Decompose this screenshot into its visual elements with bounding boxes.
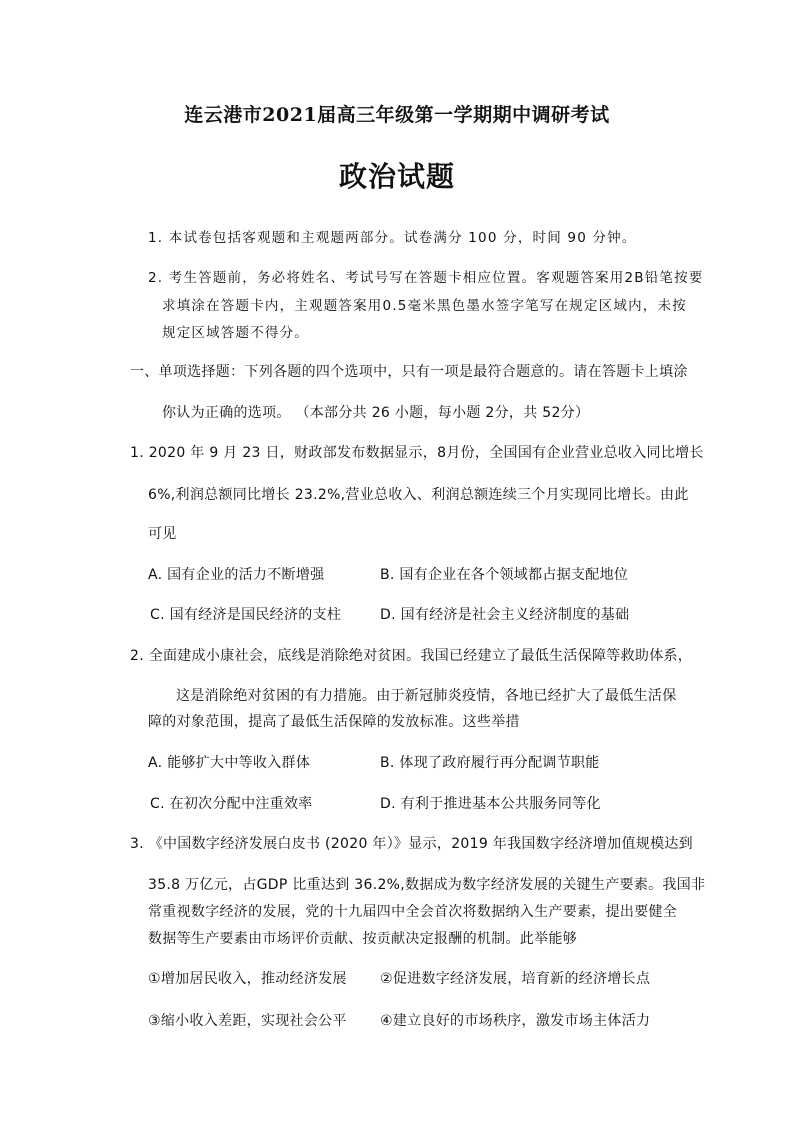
question-text: 这是消除绝对贫困的有力措施。由于新冠肺炎疫情，各地已经扩大了最低生活保: [176, 688, 677, 704]
question-text: 6%,利润总额同比增长 23.2%,营业总收入、利润总额连续三个月实现同比增长。由此: [148, 487, 689, 503]
option-a: A. 能够扩大中等收入群体: [148, 755, 311, 771]
statement-3: ③缩小收入差距，实现社会公平: [148, 1013, 347, 1029]
section-heading-cont: 你认为正确的选项。 （本部分共 26 小题，每小题 2分，共 52分）: [162, 405, 590, 421]
option-c: C. 国有经济是国民经济的支柱: [150, 607, 342, 623]
question-text: 2. 全面建成小康社会，底线是消除绝对贫困。我国已经建立了最低生活保障等救助体系，: [130, 648, 693, 664]
option-d: D. 国有经济是社会主义经济制度的基础: [380, 607, 630, 623]
option-d: D. 有利于推进基本公共服务同等化: [380, 796, 601, 812]
option-a: A. 国有企业的活力不断增强: [148, 567, 325, 583]
question-text: 35.8 万亿元，占GDP 比重达到 36.2%,数据成为数字经济发展的关键生产要素。我国非: [148, 877, 706, 893]
question-text: 1. 2020 年 9 月 23 日，财政部发布数据显示，8月份，全国国有企业营业总收入同比增长: [130, 445, 704, 461]
option-b: B. 体现了政府履行再分配调节职能: [380, 755, 600, 771]
option-b: B. 国有企业在各个领域都占据支配地位: [380, 567, 629, 583]
note-line: 求填涂在答题卡内，主观题答案用0.5毫米黑色墨水签字笔写在规定区域内，未按: [162, 298, 687, 314]
question-text: 3. 《中国数字经济发展白皮书 (2020 年）》显示，2019 年我国数字经济增加值规模达到: [130, 836, 693, 852]
section-heading: 一、单项选择题：下列各题的四个选项中，只有一项是最符合题意的。请在答题卡上填涂: [130, 364, 688, 380]
statement-2: ②促进数字经济发展，培育新的经济增长点: [380, 971, 651, 987]
question-text: 常重视数字经济的发展，党的十九届四中全会首次将数据纳入生产要素，提出要健全: [148, 904, 678, 920]
note-line: 规定区域答题不得分。: [162, 325, 309, 341]
statement-1: ①增加居民收入，推动经济发展: [148, 971, 347, 987]
question-text: 可见: [148, 526, 177, 542]
note-line: 2. 考生答题前，务必将姓名、考试号写在答题卡相应位置。客观题答案用2B铅笔按要: [148, 270, 704, 286]
question-text: 数据等生产要素由市场评价贡献、按贡献决定报酬的机制。此举能够: [148, 931, 577, 947]
question-text: 障的对象范围，提高了最低生活保障的发放标准。这些举措: [148, 714, 520, 730]
exam-title: 连云港市2021届高三年级第一学期期中调研考试: [184, 104, 610, 126]
statement-4: ④建立良好的市场秩序，激发市场主体活力: [380, 1013, 651, 1029]
note-line: 1. 本试卷包括客观题和主观题两部分。试卷满分 100 分，时间 90 分钟。: [148, 230, 637, 246]
option-c: C. 在初次分配中注重效率: [150, 796, 313, 812]
subject-title: 政治试题: [338, 160, 455, 193]
